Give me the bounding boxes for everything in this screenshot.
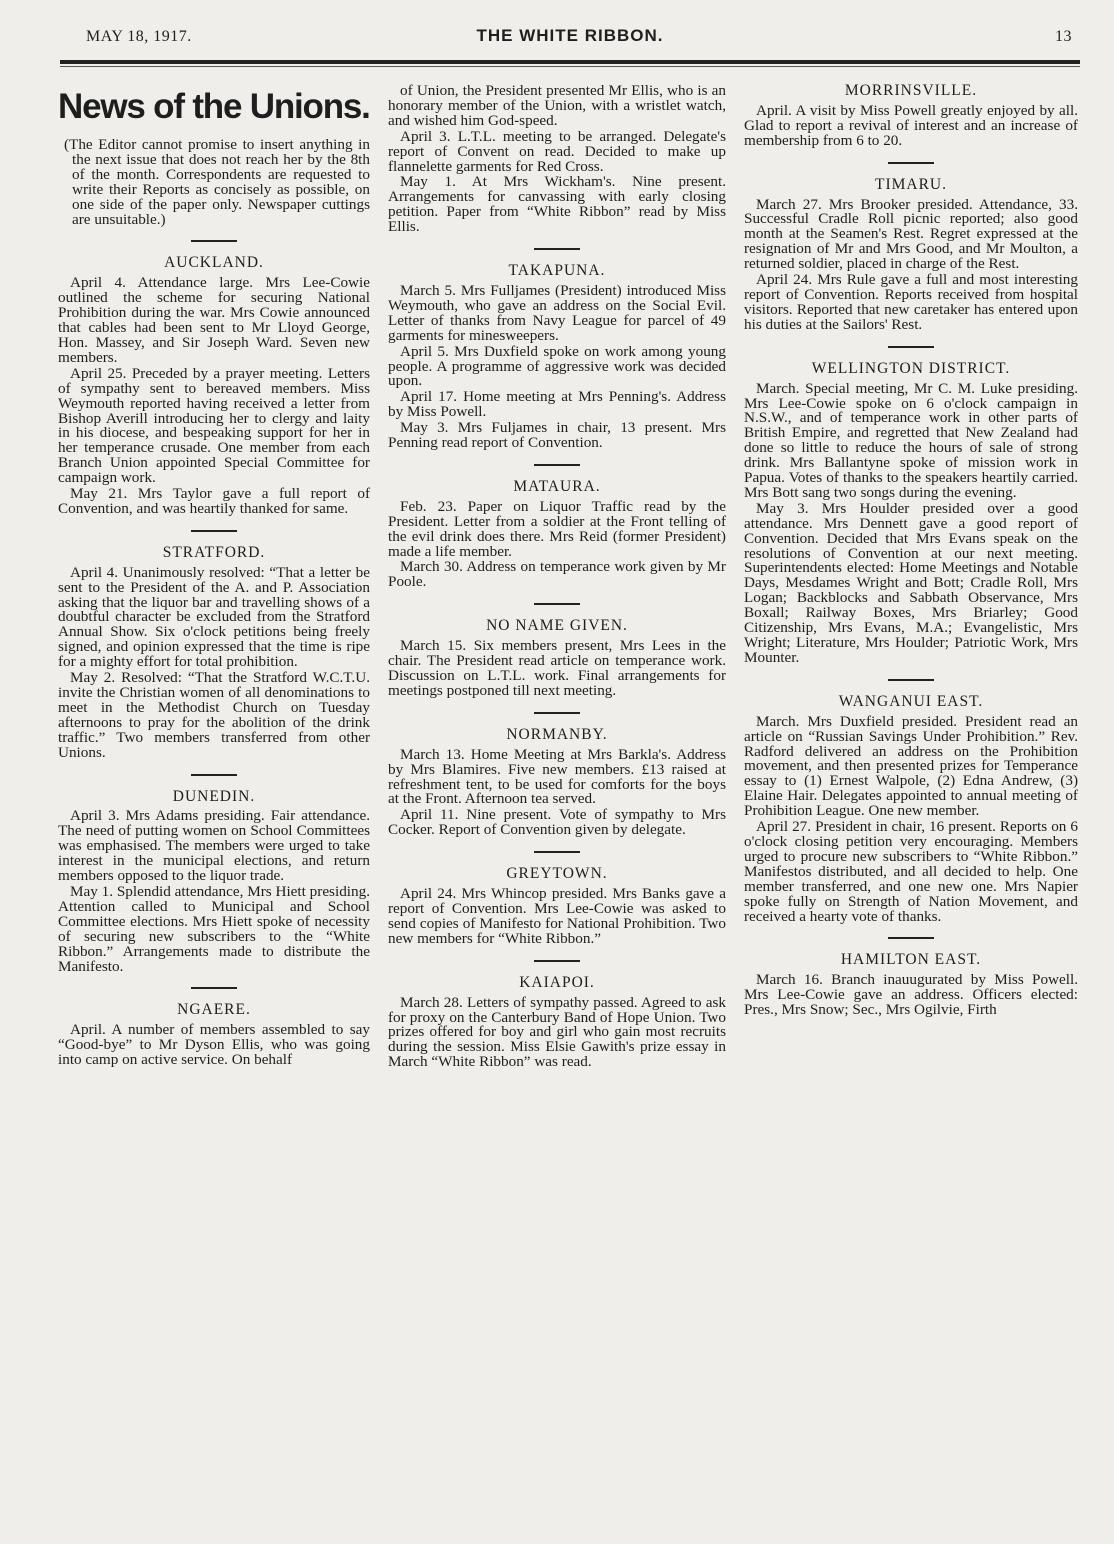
section-title-wanganui-east: WANGANUI EAST.	[838, 692, 984, 710]
section-separator	[534, 960, 580, 962]
editor-note: (The Editor cannot promise to insert anything in the next issue that does not reach her by the 8th of the month. Correspondents are requested to write their Reports as concisely as possible, on one side of the paper only. Newspaper cuttings are unsuitable.)	[64, 136, 370, 228]
report-paragraph: April 3. Mrs Adams presiding. Fair attendance. The need of putting women on School Committees was emphasised. The members were urged to take interest in the municipal elections, and return members opposed to the liquor trade.	[58, 807, 370, 885]
section-title-takapuna: TAKAPUNA.	[508, 262, 606, 280]
section-title-mataura: MATAURA.	[513, 477, 601, 495]
section-separator	[888, 346, 934, 348]
column-3	[744, 84, 1078, 1019]
section-separator	[534, 851, 580, 853]
section-title-auckland: AUCKLAND.	[164, 254, 264, 272]
column-2	[388, 84, 726, 1071]
report-paragraph: April 25. Preceded by a prayer meeting. Letters of sympathy sent to bereaved members. Miss Weymouth reported having received a letter from Bishop Averill introducing her to clergy and laity in his diocese, and bespeaking support for her in her temperance crusade. One member from each Branch Union appointed Special Committee for campaign work.	[58, 364, 370, 487]
issue-date: MAY 18, 1917.	[86, 28, 192, 45]
report-paragraph: March 13. Home Meeting at Mrs Barkla's. Address by Mrs Blamires. Five new members. £13 raised at refreshment tent, to be used for comforts for the boys at the Front. Afternoon tea served.	[388, 745, 726, 808]
section-title-dunedin: DUNEDIN.	[172, 787, 256, 805]
page-number: 13	[1055, 28, 1072, 45]
section-separator	[191, 240, 237, 242]
header-rule-thin	[60, 66, 1080, 67]
report-paragraph: April 24. Mrs Whincop presided. Mrs Banks gave a report of Convention. Mrs Lee-Cowie was asked to send copies of Manifesto for National Prohibition. Two new members for “White Ribbon.”	[388, 885, 726, 947]
section-title-timaru: TIMARU.	[874, 175, 947, 193]
report-paragraph: May 3. Mrs Fuljames in chair, 13 present. Mrs Penning read report of Convention.	[388, 419, 726, 452]
section-separator	[888, 162, 934, 164]
section-title-greytown: GREYTOWN.	[506, 865, 608, 883]
header-rule	[60, 60, 1080, 64]
page-title: News of the Unions.	[58, 87, 370, 126]
section-separator	[191, 530, 237, 532]
report-paragraph: March 30. Address on temperance work given by Mr Poole.	[388, 558, 726, 591]
report-paragraph: April 5. Mrs Duxfield spoke on work among young people. A programme of aggressive work was decided upon.	[388, 342, 726, 390]
report-paragraph: Feb. 23. Paper on Liquor Traffic read by the President. Letter from a soldier at the Front telling of the evil drink does there. Mrs Reid (former President) made a life member.	[388, 497, 726, 560]
report-paragraph: May 3. Mrs Houlder presided over a good attendance. Mrs Dennett gave a good report of Convention. Decided that Mrs Evans speak on the resolutions of Convention at our next meeting. Superintendents elected: Home Meetings and Notable Days, Mesdames Wright and Bott; Cradle Roll, Mrs Logan; Backblocks and Sabbath Observance, Mrs Boxall; Railway Boxes, Mrs Briarley; Good Citizenship, Mrs Evans, M.A.; Evangelistic, Mrs Wright; Literature, Mrs Houlder; Patriotic Work, Mrs Mounter.	[744, 499, 1078, 666]
report-paragraph: May 1. Splendid attendance, Mrs Hiett presiding. Attention called to Municipal and School Committee elections. Mrs Hiett spoke of necessity of securing new subscribers to the “White Ribbon.” Arrangements made to distribute the Manifesto.	[58, 882, 370, 975]
report-paragraph: April. A visit by Miss Powell greatly enjoyed by all. Glad to report a revival of interest and an increase of membership from 6 to 20.	[744, 101, 1078, 149]
report-paragraph: April 27. President in chair, 16 present. Reports on 6 o'clock closing petition very encouraging. Members urged to procure new subscribers to “White Ribbon.” Manifestos distributed, and all decided to help. One member transferred, and one new one. Mrs Napier spoke fully on Strength of Nation Movement, and received a hearty vote of thanks.	[744, 818, 1078, 925]
report-paragraph: of Union, the President presented Mr Ellis, who is an honorary member of the Union, with a wristlet watch, and wished him God-speed.	[388, 82, 726, 129]
report-paragraph: April 4. Attendance large. Mrs Lee-Cowie outlined the scheme for securing National Prohibition during the war. Mrs Cowie announced that cables had been sent to Mr Lloyd George, Hon. Massey, and Sir Joseph Ward. Seven new members.	[58, 274, 370, 366]
section-separator	[191, 987, 237, 989]
report-paragraph: March. Special meeting, Mr C. M. Luke presiding. Mrs Lee-Cowie spoke on 6 o'clock campaign in N.S.W., and of temperance work in other parts of British Empire, and regretted that New Zealand had done so little to reduce the hours of sale of strong drink. Mrs Ballantyne spoke of mission work in Papua. Votes of thanks to the speakers heartily carried. Mrs Bott sang two songs during the evening.	[744, 379, 1078, 501]
report-paragraph: March 15. Six members present, Mrs Lees in the chair. The President read article on temperance work. Discussion on L.T.L. work. Final arrangements for meetings postponed till next meeting.	[388, 637, 726, 699]
report-paragraph: May 21. Mrs Taylor gave a full report of Convention, and was heartily thanked for same.	[58, 485, 370, 517]
report-paragraph: April 3. L.T.L. meeting to be arranged. Delegate's report of Convent on read. Decided to make up flannelette garments for Red Cross.	[388, 127, 726, 175]
column-1	[58, 84, 370, 1069]
section-separator	[534, 603, 580, 605]
report-paragraph: May 2. Resolved: “That the Stratford W.C.T.U. invite the Christian women of all denominations to meet in the Methodist Church on Tuesday afternoons to pray for the abolition of the drink traffic.” Two members transferred from other Unions.	[58, 669, 370, 761]
report-paragraph: May 1. At Mrs Wickham's. Nine present. Arrangements for canvassing with early closing petition. Paper from “White Ribbon” read by Miss Ellis.	[388, 173, 726, 236]
report-paragraph: April 24. Mrs Rule gave a full and most interesting report of Convention. Reports received from hospital visitors. Reported that new caretaker has entered upon his duties at the Sailors' Rest.	[744, 271, 1078, 333]
report-paragraph: March 16. Branch inauugurated by Miss Powell. Mrs Lee-Cowie gave an address. Officers elected: Pres., Mrs Snow; Sec., Mrs Ogilvie, Firth	[744, 971, 1078, 1019]
report-paragraph: April 17. Home meeting at Mrs Penning's. Address by Miss Powell.	[388, 388, 726, 421]
section-separator	[534, 248, 580, 250]
section-title-no-name-given: NO NAME GIVEN.	[486, 617, 628, 635]
section-title-ngaere: NGAERE.	[177, 1001, 251, 1019]
journal-title: THE WHITE RIBBON.	[476, 26, 664, 45]
section-title-normanby: NORMANBY.	[506, 725, 608, 743]
section-title-stratford: STRATFORD.	[162, 543, 266, 561]
report-paragraph: April 11. Nine present. Vote of sympathy to Mrs Cocker. Report of Convention given by delegate.	[388, 806, 726, 839]
report-paragraph: March 5. Mrs Fulljames (President) introduced Miss Weymouth, who gave an address on the Social Evil. Letter of thanks from Navy League for parcel of 49 garments for minesweepers.	[388, 281, 726, 344]
section-title-wellington-district: WELLINGTON DISTRICT.	[811, 359, 1011, 377]
section-separator	[534, 464, 580, 466]
section-title-morrinsville: MORRINSVILLE.	[844, 82, 978, 99]
report-paragraph: March 27. Mrs Brooker presided. Attendance, 33. Successful Cradle Roll picnic reported; also good month at the Seamen's Rest. Regret expressed at the resignation of Mr and Mrs Good, and Mr Moulton, a returned soldier, placed in charge of the Rest.	[744, 195, 1078, 273]
running-head	[60, 22, 1080, 52]
section-title-hamilton-east: HAMILTON EAST.	[840, 951, 982, 969]
section-title-kaiapoi: KAIAPOI.	[519, 973, 595, 991]
report-paragraph: April. A number of members assembled to say “Good-bye” to Mr Dyson Ellis, who was going into camp on active service. On behalf	[58, 1021, 370, 1069]
report-paragraph: March. Mrs Duxfield presided. President read an article on “Russian Savings Under Prohibition.” Rev. Radford delivered an address on the Prohibition movement, and then presented prizes for Temperance essay to (1) Ernest Walpole, (2) Edna Andrew, (3) Elaine Hair. Delegates appointed to annual meeting of Prohibition League. One new member.	[744, 712, 1078, 820]
section-separator	[534, 712, 580, 714]
section-separator	[888, 679, 934, 681]
section-separator	[888, 937, 934, 939]
report-paragraph: April 4. Unanimously resolved: “That a letter be sent to the President of the A. and P. Association asking that the liquor bar and travelling shows of a doubtful character be excluded from the Stratford Annual Show. Six o'clock petitions being freely signed, and opinion expressed that the time is ripe for a mighty effort for total prohibition.	[58, 563, 370, 671]
section-separator	[191, 774, 237, 776]
report-paragraph: March 28. Letters of sympathy passed. Agreed to ask for proxy on the Canterbury Band of Hope Union. Two prizes offered for boy and girl who gain most recruits during the session. Miss Elsie Gawith's prize essay in March “White Ribbon” was read.	[388, 993, 726, 1071]
